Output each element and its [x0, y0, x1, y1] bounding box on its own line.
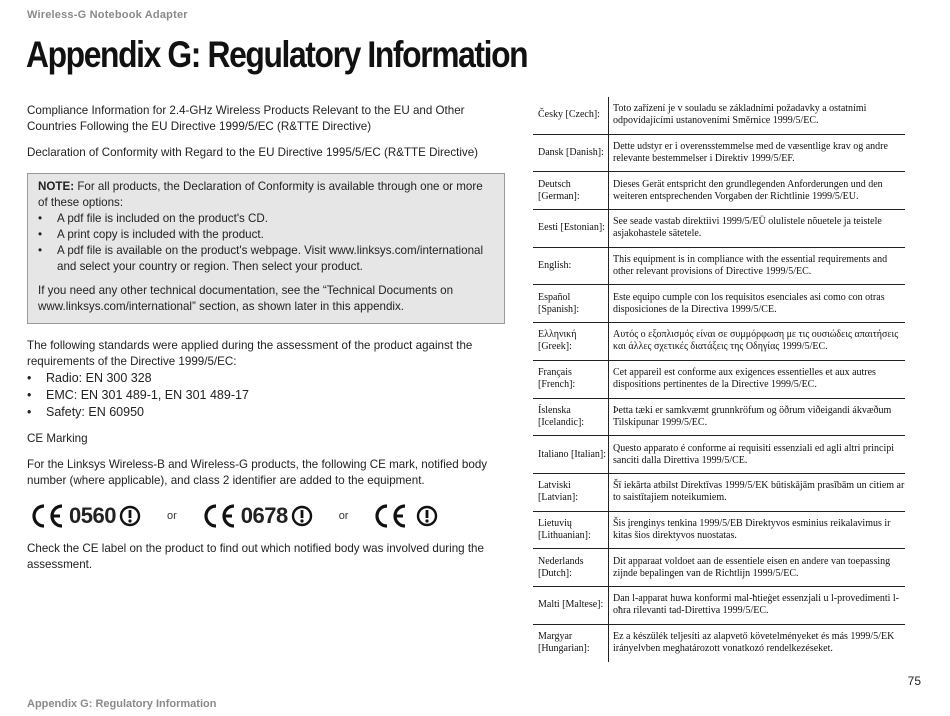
table-row: [533, 549, 905, 587]
document-header: Wireless-G Notebook Adapter: [27, 9, 188, 21]
note-text: For all products, the Declaration of Conformity is available through one or more of these options:: [38, 180, 483, 209]
language-cell: Česky [Czech]:: [538, 109, 600, 121]
statement-cell: This equipment is in compliance with the essential requirements and other relevant provisions of Directive 1999/5/EC.: [613, 254, 888, 278]
statement-cell: Šis įrenginys tenkina 1999/5/EB Direktyvos esminius reikalavimus ir kitas šios direktyvos nuostatas.: [613, 517, 891, 541]
standard-item: • Safety: EN 60950: [27, 404, 517, 421]
ce-logo-icon: [27, 503, 67, 529]
statement-cell: Dit apparaat voldoet aan de essentiele eisen en andere van toepassing zijnde bepalingen van de Richtlijn 1999/5/EC.: [613, 555, 891, 579]
table-row: [533, 135, 905, 173]
note-bullet: • A pdf file is included on the product's CD.: [38, 211, 494, 227]
language-cell: Íslenska [Icelandic]:: [538, 404, 585, 428]
table-row: [533, 248, 905, 286]
ce-mark: [199, 503, 313, 529]
language-cell: Deutsch [German]:: [538, 178, 580, 202]
note-extra-text: If you need any other technical documentation, see the “Technical Documents on www.linksys.com/international” section, as shown later in this appendix.: [38, 284, 454, 313]
left-column: [27, 103, 517, 573]
language-cell: English:: [538, 260, 572, 272]
ce-logo-icon: [199, 503, 239, 529]
alert-icon: [291, 505, 313, 527]
statement-cell: Toto zařízení je v souladu se základními požadavky a ostatními odpovídajícími ustanoveními Směrnice 1999/5/EC.: [613, 103, 867, 127]
table-row: [533, 436, 905, 474]
notified-body-number: 0678: [240, 503, 288, 528]
statement-cell: Þetta tæki er samkvæmt grunnkröfum og öðrum viðeigandi ákvæðum Tilskipunar 1999/5/EC.: [613, 404, 892, 428]
ce-marks-row: [27, 501, 517, 531]
table-row: [533, 625, 905, 663]
language-cell: Italiano [Italian]:: [538, 448, 607, 460]
statement-cell: Este equipo cumple con los requisitos esenciales asi como con otras disposiciones de la Directiva 1999/5/CE.: [613, 291, 885, 315]
language-cell: Latviski [Latvian]:: [538, 480, 578, 504]
statement-cell: Dieses Gerät entspricht den grundlegenden Anforderungen und den weiteren entsprechenden Vorgaben der Richtlinie 1999/5/EU.: [613, 178, 883, 202]
statement-cell: Ez a készülék teljesíti az alapvető követelményeket és más 1999/5/EK irányelvben meghatározott vonatkozó rendelkezéseket.: [613, 631, 895, 655]
language-cell: Français [French]:: [538, 367, 576, 391]
ce-heading: CE Marking: [27, 432, 88, 445]
note-label: NOTE:: [38, 180, 75, 193]
language-cell: Dansk [Danish]:: [538, 147, 604, 159]
language-cell: Español [Spanish]:: [538, 291, 580, 315]
ce-mark: [370, 503, 438, 529]
notified-body-number: 0560: [69, 503, 116, 528]
alert-icon: [416, 505, 438, 527]
table-row: [533, 97, 905, 135]
or-label: or: [338, 510, 349, 522]
ce-description: For the Linksys Wireless-B and Wireless-G products, the following CE mark, notified body number (where applicable), and class 2 identifier are added to the equipment.: [27, 458, 488, 487]
standard-item: • EMC: EN 301 489-1, EN 301 489-17: [27, 387, 517, 404]
statement-cell: See seade vastab direktiivi 1999/5/EÜ olulistele nõuetele ja teistele asjakohastele sätetele.: [613, 216, 882, 240]
note-bullet: • A pdf file is available on the product's webpage. Visit www.linksys.com/international and select your country or region. Then select your product.: [38, 243, 494, 275]
statement-cell: Dan l-apparat huwa konformi mal-ħtieġet essenzjali u l-provedimenti l-oħra rilevanti tad-Direttiva 1999/5/EC.: [613, 593, 900, 617]
language-cell: Malti [Maltese]:: [538, 599, 604, 611]
standards-list: [27, 370, 517, 421]
page-title: Appendix G: Regulatory Information: [26, 34, 528, 75]
table-row: [533, 587, 905, 625]
statement-cell: Αυτός ο εξοπλισμός είναι σε συμμόρφωση με τις ουσιώδεις απαιτήσεις και άλλες σχετικές διατάξεις της Οδηγίας 1999/5/EC.: [613, 329, 899, 353]
document-footer: Appendix G: Regulatory Information: [27, 698, 217, 710]
table-row: [533, 323, 905, 361]
table-row: [533, 285, 905, 323]
note-intro: [38, 179, 494, 211]
table-row: [533, 210, 905, 248]
language-cell: Ελληνική [Greek]:: [538, 329, 577, 353]
declaration-paragraph: Declaration of Conformity with Regard to the EU Directive 1995/5/EC (R&TTE Directive): [27, 146, 479, 159]
statement-cell: Questo apparato é conforme ai requisiti essenziali ed agli altri principi sanciti dalla Direttiva 1999/5/CE.: [613, 442, 895, 466]
alert-icon: [119, 505, 141, 527]
note-bullet: • A print copy is included with the product.: [38, 227, 494, 243]
or-label: or: [166, 510, 177, 522]
table-row: [533, 512, 905, 550]
language-cell: Eesti [Estonian]:: [538, 222, 605, 234]
table-row: [533, 361, 905, 399]
ce-check-text: Check the CE label on the product to find out which notified body was involved during the assessment.: [27, 542, 484, 571]
page-number: 75: [907, 674, 921, 688]
statement-cell: Šī iekārta atbilst Direktīvas 1999/5/EK būtiskājām prasībām un citiem ar to saistītajiem noteikumiem.: [613, 480, 905, 504]
language-cell: Lietuvių [Lithuanian]:: [538, 517, 591, 541]
statement-cell: Cet appareil est conforme aux exigences essentielles et aux autres dispositions pertinentes de la Directive 1999/5/EC.: [613, 367, 876, 391]
compliance-paragraph: Compliance Information for 2.4-GHz Wireless Products Relevant to the EU and Other Countries Following the EU Directive 1999/5/EC (R&TTE Directive): [27, 104, 465, 133]
ce-logo-icon: [370, 503, 410, 529]
language-cell: Nederlands [Dutch]:: [538, 555, 584, 579]
standard-item: • Radio: EN 300 328: [27, 370, 517, 387]
note-bullets: [38, 211, 494, 275]
note-box: [27, 173, 505, 324]
statement-cell: Dette udstyr er i overensstemmelse med de væsentlige krav og andre relevante bestemmelser i Direktiv 1999/5/EF.: [613, 141, 888, 165]
table-row: [533, 399, 905, 437]
ce-mark: [27, 503, 141, 529]
table-row: [533, 474, 905, 512]
language-cell: Margyar [Hungarian]:: [538, 631, 590, 655]
regulatory-table: [533, 97, 905, 662]
table-row: [533, 172, 905, 210]
standards-intro: The following standards were applied during the assessment of the product against the requirements of the Directive 1999/5/EC:: [27, 339, 473, 368]
